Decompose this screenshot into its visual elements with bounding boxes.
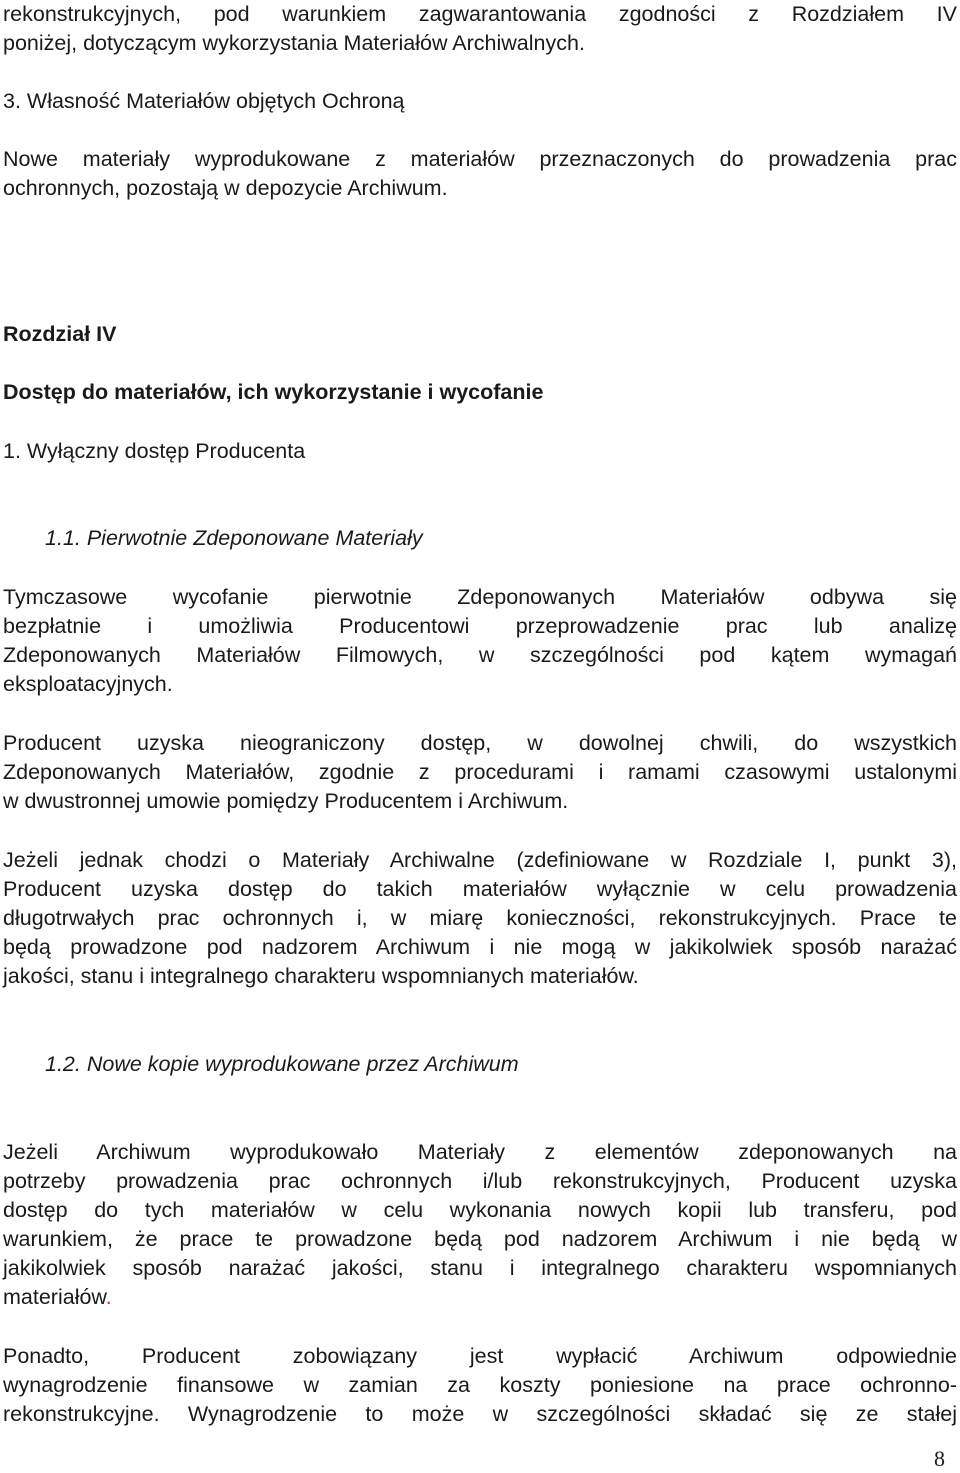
text-line: Nowe materiały wyprodukowane z materiałów przeznaczonych do prowadzenia prac [3, 147, 957, 171]
text-line-body: materiałów [3, 1285, 106, 1309]
text-line: Jeżeli Archiwum wyprodukowało Materiały z elementów zdeponowanych na [3, 1140, 957, 1164]
text-line: Tymczasowe wycofanie pierwotnie Zdeponowanych Materiałów odbywa się [3, 585, 957, 609]
text-line: potrzeby prowadzenia prac ochronnych i/lub rekonstrukcyjnych, Producent uzyska [3, 1169, 957, 1193]
text-line: Ponadto, Producent zobowiązany jest wypłacić Archiwum odpowiednie [3, 1344, 957, 1368]
text-line: Zdeponowanych Materiałów, zgodnie z procedurami i ramami czasowymi ustalonymi [3, 760, 957, 784]
text-line: wynagrodzenie finansowe w zamian za koszty poniesione na prace ochronno- [3, 1373, 957, 1397]
text-line: ochronnych, pozostają w depozycie Archiwum. [3, 176, 448, 200]
chapter-title: Rozdział IV [3, 322, 117, 346]
chapter-subtitle: Dostęp do materiałów, ich wykorzystanie i wycofanie [3, 380, 544, 404]
subsection-heading: 1.2. Nowe kopie wyprodukowane przez Archiwum [45, 1052, 519, 1076]
text-line: poniżej, dotyczącym wykorzystania Materiałów Archiwalnych. [3, 31, 585, 55]
text-line: Producent uzyska dostęp do takich materiałów wyłącznie w celu prowadzenia [3, 877, 957, 901]
text-line: jakości, stanu i integralnego charakteru wspomnianych materiałów. [3, 964, 639, 988]
section-heading: 1. Wyłączny dostęp Producenta [3, 439, 306, 463]
text-line: bezpłatnie i umożliwia Producentowi przeprowadzenie prac lub analizę [3, 614, 957, 638]
text-line: w dwustronnej umowie pomiędzy Producentem i Archiwum. [3, 789, 569, 813]
text-line: rekonstrukcyjnych, pod warunkiem zagwarantowania zgodności z Rozdziałem IV [3, 2, 957, 26]
page-number: 8 [934, 1446, 945, 1471]
text-line: jakikolwiek sposób narażać jakości, stanu i integralnego charakteru wspomnianych [3, 1256, 957, 1280]
text-line: rekonstrukcyjne. Wynagrodzenie to może w szczególności składać się ze stałej [3, 1402, 957, 1426]
text-line: warunkiem, że prace te prowadzone będą pod nadzorem Archiwum i nie będą w [3, 1227, 957, 1251]
text-line: długotrwałych prac ochronnych i, w miarę konieczności, rekonstrukcyjnych. Prace te [3, 906, 957, 930]
text-line: Zdeponowanych Materiałów Filmowych, w szczególności pod kątem wymagań [3, 643, 957, 667]
text-line: eksploatacyjnych. [3, 672, 173, 696]
text-line [3, 1283, 112, 1312]
section-heading: 3. Własność Materiałów objętych Ochroną [3, 89, 405, 113]
text-line: Jeżeli jednak chodzi o Materiały Archiwalne (zdefiniowane w Rozdziale I, punkt 3), [3, 848, 957, 872]
text-line: dostęp do tych materiałów w celu wykonania nowych kopii lub transferu, pod [3, 1198, 957, 1222]
red-period: . [105, 1285, 112, 1309]
subsection-heading: 1.1. Pierwotnie Zdeponowane Materiały [45, 526, 423, 550]
text-line: Producent uzyska nieograniczony dostęp, w dowolnej chwili, do wszystkich [3, 731, 957, 755]
text-line: będą prowadzone pod nadzorem Archiwum i nie mogą w jakikolwiek sposób narażać [3, 935, 957, 959]
